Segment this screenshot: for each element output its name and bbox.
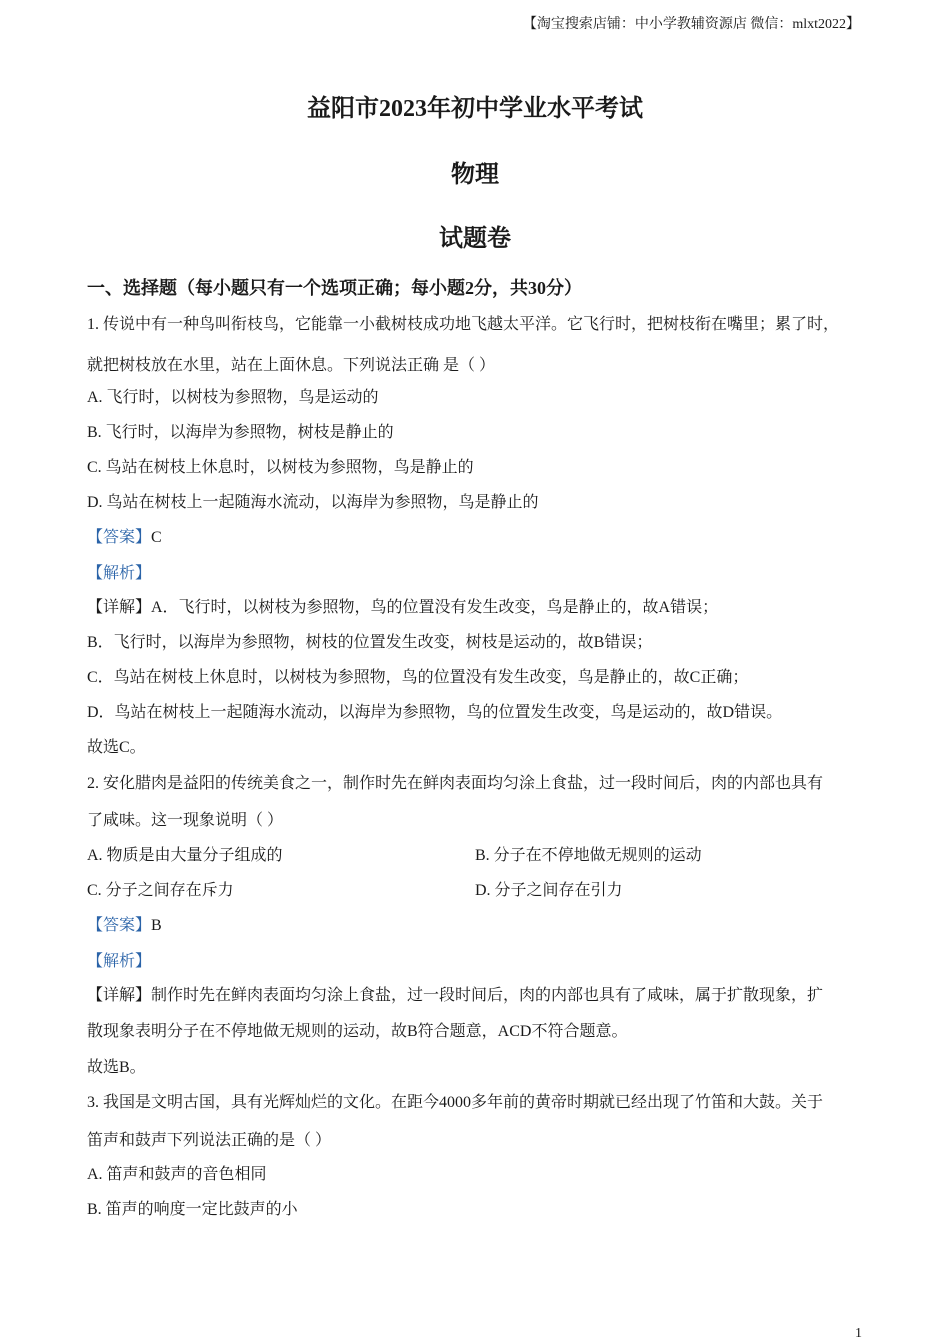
q1-detail-4: D．鸟站在树枝上一起随海水流动，以海岸为参照物，鸟的位置发生改变，鸟是运动的，故D错误。 (87, 704, 783, 721)
q1-stem-line2: 就把树枝放在水里，站在上面休息。下列说法正确 是（ ） (87, 357, 496, 374)
section-heading: 一、选择题（每小题只有一个选项正确；每小题2分，共30分） (87, 278, 582, 298)
q1-stem-line1: 1. 传说中有一种鸟叫衔枝鸟，它能靠一小截树枝成功地飞越太平洋。它飞行时，把树枝衔在嘴里；累了时， (87, 316, 840, 333)
q2-stem-line1: 2. 安化腊肉是益阳的传统美食之一，制作时先在鲜肉表面均匀涂上食盐，过一段时间后，肉的内部也具有 (87, 775, 824, 792)
q2-conclusion: 故选B。 (87, 1059, 146, 1076)
paper-title: 试题卷 (439, 226, 511, 252)
q1-option-b: B. 飞行时，以海岸为参照物，树枝是静止的 (87, 424, 394, 441)
q2-option-a: A. 物质是由大量分子组成的 (87, 847, 283, 864)
q1-option-d: D. 鸟站在树枝上一起随海水流动，以海岸为参照物，鸟是静止的 (87, 494, 539, 511)
q3-option-a: A. 笛声和鼓声的音色相同 (87, 1166, 267, 1183)
q1-option-c: C. 鸟站在树枝上休息时，以树枝为参照物，鸟是静止的 (87, 459, 474, 476)
answer-value: B (151, 917, 162, 934)
subject-title: 物理 (451, 162, 499, 188)
answer-value: C (151, 529, 162, 546)
q2-option-d: D. 分子之间存在引力 (475, 882, 623, 899)
q3-option-b: B. 笛声的响度一定比鼓声的小 (87, 1201, 298, 1218)
q2-stem-line2: 了咸味。这一现象说明（ ） (87, 812, 284, 829)
q1-analysis-tag: 【解析】 (87, 565, 152, 582)
q1-detail-3: C．鸟站在树枝上休息时，以树枝为参照物，鸟的位置没有发生改变，鸟是静止的，故C正确； (87, 669, 749, 686)
q1-option-a: A. 飞行时，以树枝为参照物，鸟是运动的 (87, 389, 379, 406)
q1-answer (87, 524, 162, 547)
q2-analysis-tag: 【解析】 (87, 953, 152, 970)
exam-title: 益阳市2023年初中学业水平考试 (307, 96, 643, 122)
q1-conclusion: 故选C。 (87, 739, 146, 756)
q1-detail-1: 【详解】A．飞行时，以树枝为参照物，鸟的位置没有发生改变，鸟是静止的，故A错误； (87, 599, 719, 616)
answer-tag: 【答案】 (87, 917, 152, 934)
q2-detail-2: 散现象表明分子在不停地做无规则的运动，故B符合题意，ACD不符合题意。 (87, 1023, 628, 1040)
q2-answer (87, 912, 162, 935)
header-note: 【淘宝搜索店铺：中小学教辅资源店 微信：mlxt2022】 (522, 17, 860, 32)
q2-option-c: C. 分子之间存在斥力 (87, 882, 234, 899)
q3-stem-line1: 3. 我国是文明古国，具有光辉灿烂的文化。在距今4000多年前的黄帝时期就已经出现了竹笛和大鼓。关于 (87, 1094, 824, 1111)
q1-detail-2: B．飞行时，以海岸为参照物，树枝的位置发生改变，树枝是运动的，故B错误； (87, 634, 653, 651)
q3-stem-line2: 笛声和鼓声下列说法正确的是（ ） (87, 1132, 332, 1149)
q2-option-b: B. 分子在不停地做无规则的运动 (475, 847, 702, 864)
answer-tag: 【答案】 (87, 529, 152, 546)
page-number: 1 (855, 1326, 862, 1341)
q2-detail-1: 【详解】制作时先在鲜肉表面均匀涂上食盐，过一段时间后，肉的内部也具有了咸味，属于扩散现象，扩 (87, 987, 824, 1004)
